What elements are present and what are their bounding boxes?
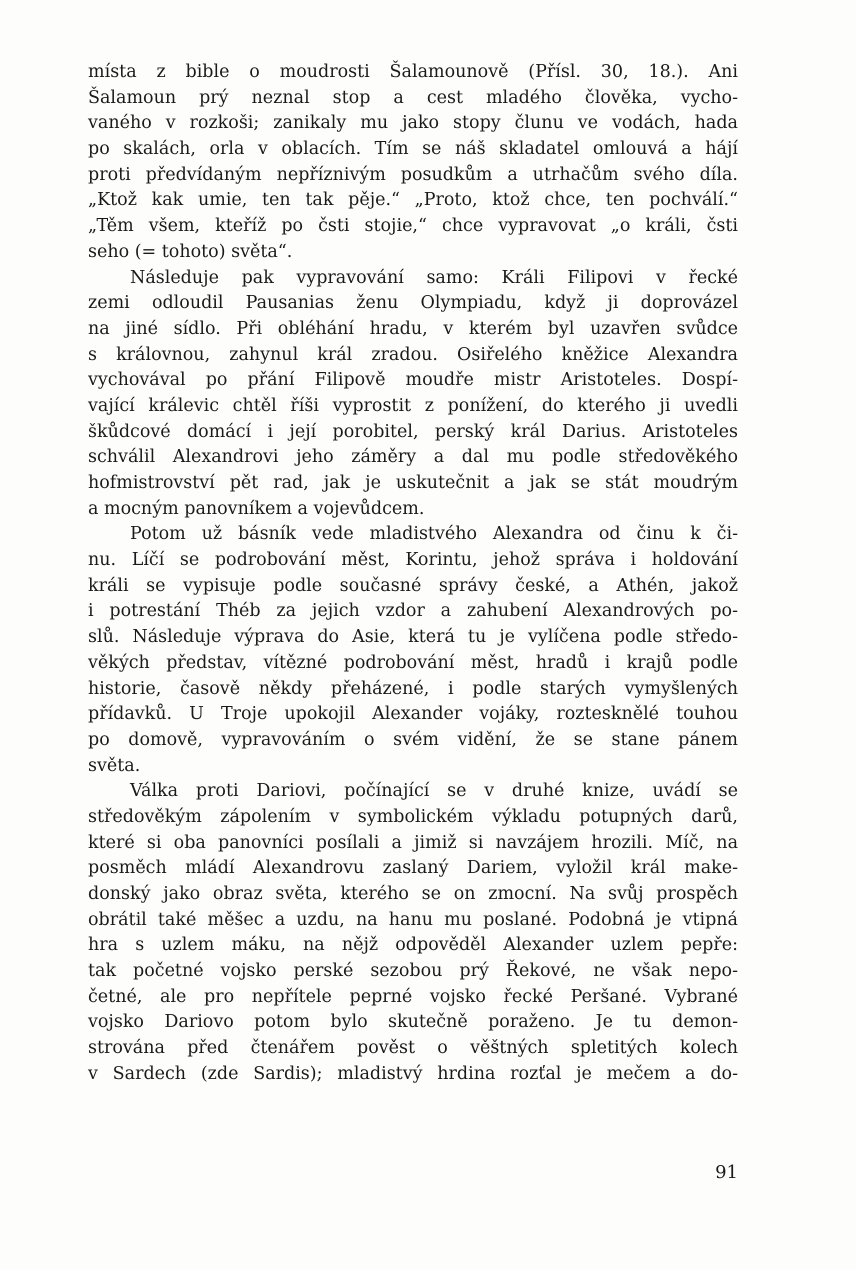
text-line: posměch mládí Alexandrovu zaslaný Dariem, vyložil král make- [88,858,738,879]
text-line: které si oba panovníci posílali a jimiž si navzájem hrozili. Míč, na [88,832,738,853]
text-line: vojsko Dariovo potom bylo skutečně poraženo. Je tu demon- [88,1012,738,1033]
text-line: na jiné sídlo. Při obléhání hradu, v kterém byl uzavřen svůdce [88,318,738,339]
text-line: i potrestání Théb za jejich vzdor a zahubení Alexandrových po- [88,601,738,622]
text-line: vychovával po přání Filipově moudře mistr Aristoteles. Dospí- [88,370,738,391]
text-line: škůdcové domácí i její porobitel, perský král Darius. Aristoteles [88,421,738,442]
text-line: králi se vypisuje podle současné správy české, a Athén, jakož [88,575,738,596]
text-line: po skalách, orla v oblacích. Tím se náš skladatel omlouvá a hájí [88,139,738,160]
text-line: věkých představ, vítězné podrobování měst, hradů i krajů podle [88,652,738,673]
text-line: strována před čtenářem pověst o věštných spletitých kolech [88,1038,738,1059]
text-line: „Ktož kak umie, ten tak pěje.“ „Proto, ktož chce, ten pochválí.“ [88,190,738,211]
text-line: tak početné vojsko perské sezobou prý Řekové, ne však nepo- [88,961,738,982]
paragraph-first-line: Následuje pak vypravování samo: Králi Filipovi v řecké [130,267,738,288]
text-line: vaného v rozkoši; zanikaly mu jako stopy člunu ve vodách, hada [88,113,738,134]
text-line: v Sardech (zde Sardis); mladistvý hrdina rozťal je mečem a do- [88,1063,738,1084]
text-line: středověkým zápolením v symbolickém výkladu potupných darů, [88,806,738,827]
text-line: schválil Alexandrovi jeho záměry a dal mu podle středověkého [88,447,738,468]
text-line: nu. Líčí se podrobování měst, Korintu, jehož správa i holdování [88,550,738,571]
text-line: historie, časově někdy přeházené, i podle starých vymyšlených [88,678,738,699]
text-line: Šalamoun prý neznal stop a cest mladého člověka, vycho- [88,87,738,108]
text-line: četné, ale pro nepřítele peprné vojsko řecké Peršané. Vybrané [88,986,738,1007]
text-line: místa z bible o moudrosti Šalamounově (Přísl. 30, 18.). Ani [88,62,738,82]
page-number: 91 [715,1162,738,1183]
text-line: proti předvídaným nepříznivým posudkům a utrhačům svého díla. [88,164,738,185]
text-line: „Těm všem, kteříž po čsti stojie,“ chce vypravovat „o králi, čsti [88,216,738,237]
paragraph-last-line: seho (= tohoto) světa“. [88,241,293,262]
body-text [88,60,738,1088]
text-line: hofmistrovství pět rad, jak je uskutečnit a jak se stát moudrým [88,473,738,493]
text-line: s královnou, zahynul král zradou. Osiřelého kněžice Alexandra [88,344,738,365]
text-line: přídavků. U Troje upokojil Alexander vojáky, roztesknělé touhou [88,704,738,725]
text-line: po domově, vypravováním o svém vidění, že se stane pánem [88,729,738,750]
text-line: zemi odloudil Pausanias ženu Olympiadu, když ji doprovázel [88,293,738,314]
paragraph-first-line: Potom už básník vede mladistvého Alexandra od činu k či- [130,524,738,545]
paragraph-first-line: Válka proti Dariovi, počínající se v druhé knize, uvádí se [130,781,738,802]
text-line: donský jako obraz světa, kterého se on zmocní. Na svůj prospěch [88,884,738,904]
text-line: vající králevic chtěl říši vyprostit z ponížení, do kterého ji uvedli [88,395,738,416]
paragraph-last-line: a mocným panovníkem a vojevůdcem. [88,498,425,519]
paragraph-last-line: světa. [88,755,141,776]
text-line: hra s uzlem máku, na nějž odpověděl Alexander uzlem pepře: [88,935,738,956]
text-line: obrátil také měšec a uzdu, na hanu mu poslané. Podobná je vtipná [88,909,738,930]
text-line: slů. Následuje výprava do Asie, která tu je vylíčena podle středo- [88,627,738,648]
